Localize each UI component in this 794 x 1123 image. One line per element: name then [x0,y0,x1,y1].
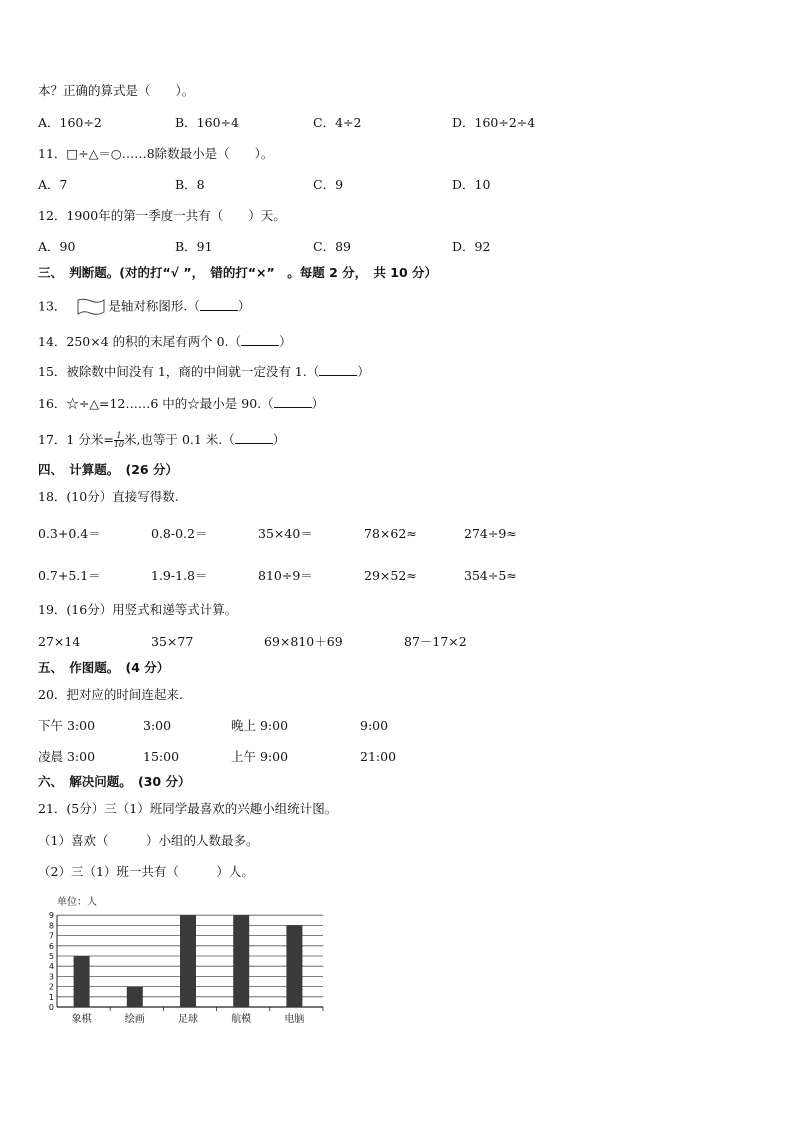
q17-close: ） [272,432,286,447]
q19-item-1: 27×14 [38,634,81,649]
q20-r1-c3: 晚上 9:00 [231,718,289,733]
q10-option-b: B．160÷4 [175,115,239,130]
wave-shape-icon [76,297,106,317]
q10-tail: 本？正确的算式是（ ）。 [38,83,195,98]
q20-r2-c4: 21:00 [360,749,397,764]
q12-option-d: D．92 [452,239,491,254]
q21-sub-2: （2）三（1）班一共有（ ）人。 [38,864,254,879]
q13-text: 是轴对称图形.（ [108,298,200,314]
y-tick-label: 4 [48,962,54,972]
x-tick-label: 足球 [178,1014,198,1025]
q20-r2-c2: 15:00 [143,749,180,764]
q14 [38,333,292,350]
q20-r2-c1: 凌晨 3:00 [38,749,96,764]
q16-close: ） [311,396,325,411]
chart-x-labels [72,1012,305,1025]
y-tick-label: 3 [48,972,54,982]
q20-r2-c3: 上午 9:00 [231,749,289,764]
section-3-title: 三、 判断题。(对的打“√ ”， 错的打“×” 。每题 2 分， 共 10 分） [38,265,437,280]
q15 [38,363,370,380]
q11-option-c: C．9 [313,177,344,192]
q10-option-a: A．160÷2 [38,115,102,130]
y-tick-label: 0 [48,1003,54,1012]
q17 [38,431,285,449]
q20-r1-c1: 下午 3:00 [38,718,96,733]
q18-stem: 18．(10分）直接写得数. [38,489,179,504]
q12-stem: 12．1900年的第一季度一共有（ ）天。 [38,208,286,223]
chart-bars [74,915,303,1007]
q18-r1-c2: 0.8-0.2＝ [151,526,208,541]
q13-answer-blank[interactable] [200,298,238,311]
q11-option-a: A．7 [38,177,68,192]
q20-r1-c2: 3:00 [143,718,172,733]
q17-fraction-denominator: 10 [113,440,124,449]
q19-item-4: 87－17×2 [404,634,467,649]
section-6-title: 六、 解决问题。 (30 分） [38,774,191,789]
q18-r2-c5: 354÷5≈ [464,568,517,583]
x-tick-label: 电脑 [284,1014,305,1025]
y-tick-label: 8 [48,921,54,931]
q17-post: 米,也等于 0.1 米.（ [124,432,235,447]
q15-answer-blank[interactable] [319,363,357,376]
bar-足球 [180,915,196,1007]
q12-option-b: B．91 [175,239,213,254]
bar-航模 [233,915,249,1007]
bar-绘画 [127,987,143,1007]
q18-r1-c3: 35×40＝ [258,526,313,541]
y-tick-label: 1 [48,992,54,1002]
q14-close: ） [279,334,292,349]
y-tick-label: 5 [48,952,54,961]
q18-r2-c1: 0.7+5.1＝ [38,568,101,583]
y-tick-label: 6 [48,941,54,951]
y-tick-label: 9 [48,911,54,921]
q18-r2-c3: 810÷9＝ [258,568,313,583]
q10-option-d: D．160÷2÷4 [452,115,536,130]
y-tick-label: 2 [48,982,54,992]
q17-pre: 17．1 分米= [38,432,114,447]
q12-option-c: C．89 [313,239,351,254]
q13-number: 13． [38,298,67,314]
q13 [38,297,250,317]
chart-unit-label: 单位：人 [57,897,97,908]
bar-电脑 [286,925,302,1007]
q14-text: 14．250×4 的积的末尾有两个 0.（ [38,334,242,349]
q18-r1-c1: 0.3+0.4＝ [38,526,101,541]
q17-fraction-numerator: 1 [114,432,124,441]
q18-r1-c4: 78×62≈ [364,526,417,541]
q13-close: ） [237,298,251,314]
q16 [38,395,324,412]
q17-answer-blank[interactable] [235,431,273,444]
q18-r1-c5: 274÷9≈ [464,526,517,541]
q11-stem: 11．□÷△＝○……8除数最小是（ ）。 [38,146,274,161]
q11-option-d: D．10 [452,177,491,192]
interest-group-bar-chart [40,890,340,1030]
q18-r2-c4: 29×52≈ [364,568,417,583]
q14-answer-blank[interactable] [241,333,279,346]
q16-text: 16．☆÷△=12……6 中的☆最小是 90.（ [38,396,274,411]
q16-answer-blank[interactable] [274,395,312,408]
bar-象棋 [74,956,90,1007]
q12-option-a: A．90 [38,239,76,254]
q17-fraction [114,432,124,449]
q15-text: 15．被除数中间没有 1，商的中间就一定没有 1.（ [38,364,320,379]
x-tick-label: 航模 [231,1014,252,1025]
q15-close: ） [357,364,370,379]
q10-option-c: C．4÷2 [313,115,362,130]
q18-r2-c2: 1.9-1.8＝ [151,568,208,583]
q20-r1-c4: 9:00 [360,718,389,733]
section-4-title: 四、 计算题。 (26 分） [38,462,178,477]
q19-item-2: 35×77 [151,634,194,649]
q21-sub-1: （1）喜欢（ ）小组的人数最多。 [38,833,259,848]
section-5-title: 五、 作图题。 (4 分） [38,660,170,675]
q20-stem: 20．把对应的时间连起来. [38,687,183,702]
x-tick-label: 绘画 [124,1014,145,1025]
q11-option-b: B．8 [175,177,205,192]
y-tick-label: 7 [48,931,54,941]
q21-stem: 21．(5分）三（1）班同学最喜欢的兴趣小组统计图。 [38,801,338,816]
chart-y-ticks [49,911,54,1012]
q19-stem: 19．(16分）用竖式和递等式计算。 [38,602,238,617]
q19-item-3: 69×810＋69 [264,634,343,649]
x-tick-label: 象棋 [71,1014,92,1025]
